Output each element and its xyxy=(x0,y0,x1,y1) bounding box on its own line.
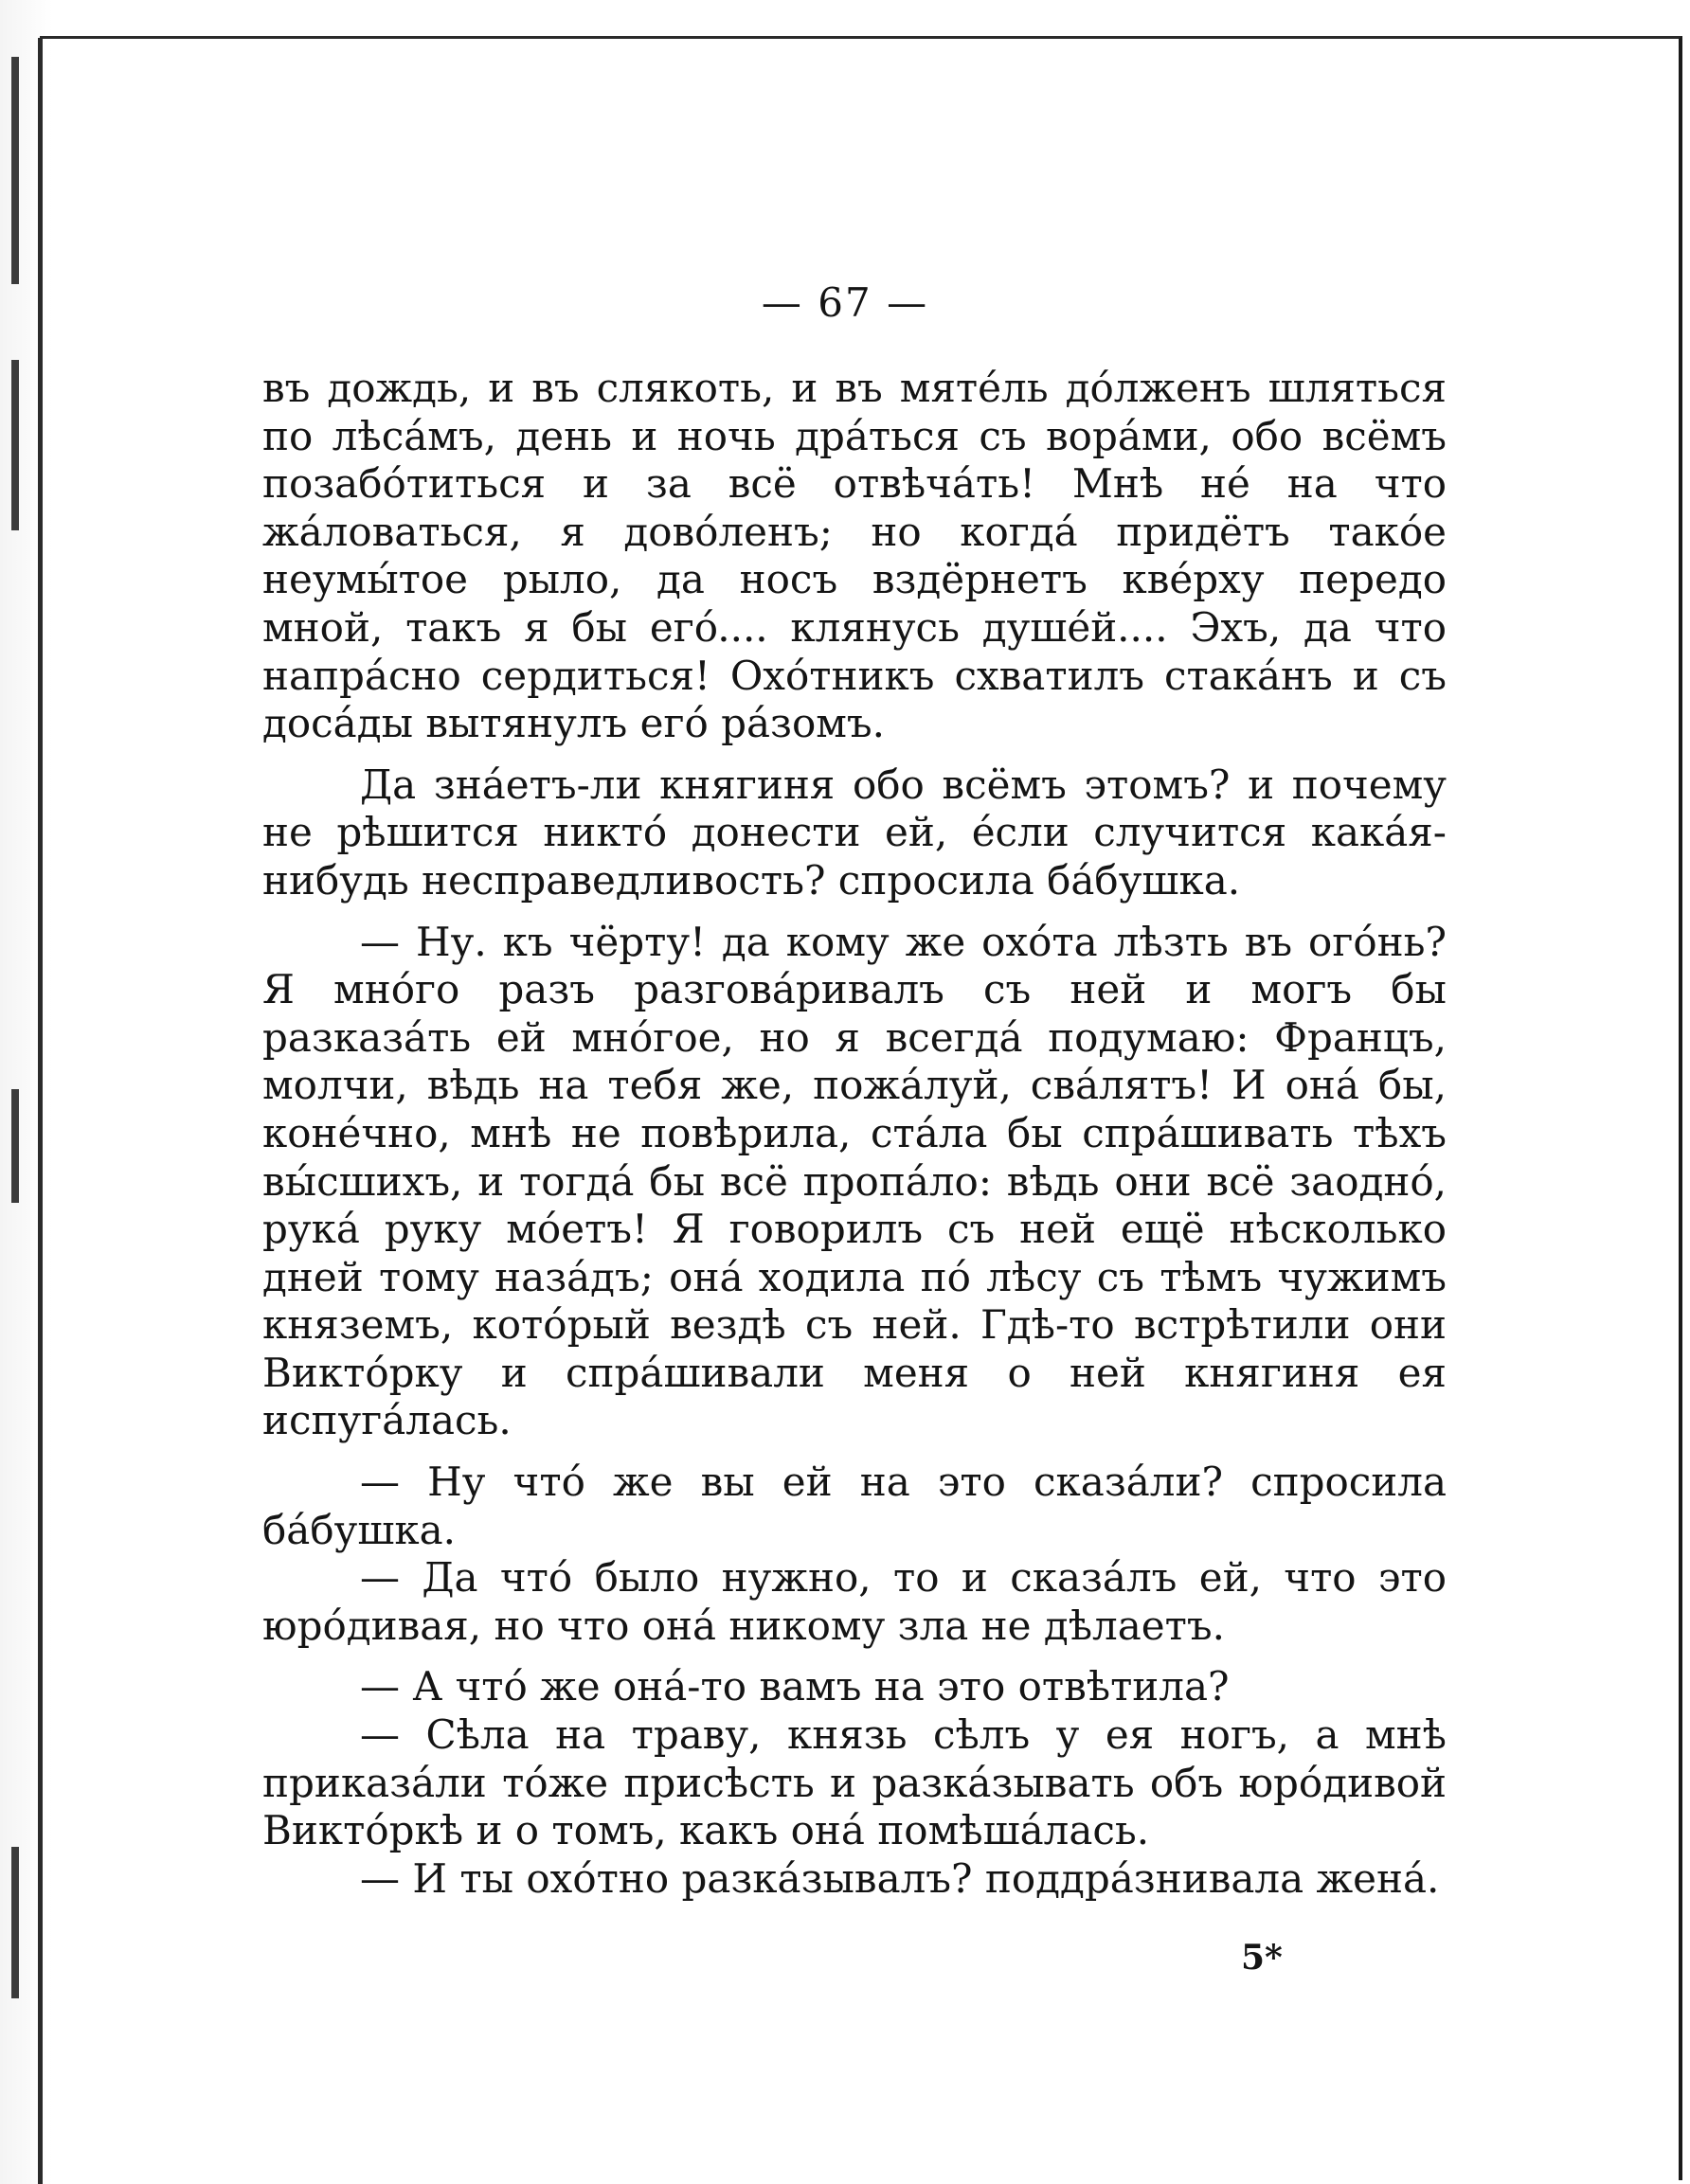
paragraph: — Ну. къ чёрту! да кому же охóта лѣзть въ огóнь? Я мнóго разъ разговáривалъ съ ней и могъ бы разказáть ей мнóгое, но я всегдá подумаю: Францъ, молчи, вѣдь на тебя же, пожáлуй, свáлятъ! И онá бы, конéчно, мнѣ не повѣрила, стáла бы спрáшивать тѣхъ вы́сшихъ, и тогдá бы всё пропáло: вѣдь они всё заоднó, рукá руку мóетъ! Я говорилъ съ ней ещё нѣсколько дней тому назáдъ; онá ходила пó лѣсу съ тѣмъ чужимъ княземъ, котóрый вездѣ съ ней. Гдѣ-то встрѣтили они Виктóрку и спрáшивали меня о ней княгиня ея испугáлась. xyxy=(262,918,1447,1444)
paragraph: — И ты охóтно разкáзывалъ? поддрáзнивала женá. xyxy=(360,1854,1440,1902)
paragraph: — Сѣла на траву, князь сѣлъ у ея ногъ, а мнѣ приказáли тóже присѣсть и разкáзывать объ юрóдивой Виктóркѣ и о томъ, какъ онá помѣшáлась. xyxy=(262,1711,1447,1854)
paragraph: — Да чтó было нужно, то и сказáлъ ей, что это юрóдивая, но что онá никому зла не дѣлаетъ. xyxy=(262,1554,1447,1649)
binding-mark xyxy=(11,57,19,284)
signature-mark: 5* xyxy=(1241,1938,1283,1978)
binding-mark xyxy=(11,360,19,530)
paragraph: — А чтó же онá-то вамъ на это отвѣтила? xyxy=(360,1663,1230,1710)
paragraph: Да знáетъ-ли княгиня обо всёмъ этомъ? и почему не рѣшится никтó донести ей, éсли случится какáя-нибудь несправедливость? спросила бáбушка. xyxy=(262,761,1447,904)
page-number: — 67 — xyxy=(761,279,929,326)
binding-mark xyxy=(11,1089,19,1203)
paragraph: — Ну чтó же вы ей на это сказáли? спросила бáбушка. xyxy=(262,1459,1447,1553)
body-text xyxy=(262,365,1447,1903)
binding-mark xyxy=(11,1847,19,1998)
paragraph: въ дождь, и въ слякоть, и въ мятéль дóлженъ шляться по лѣсáмъ, день и ночь дрáться съ ворáми, обо всёмъ позабóтиться и за всё отвѣчáть! Мнѣ нé на что жáловаться, я довóленъ; но когдá придётъ такóе неумы́тое рыло, да носъ вздёрнетъ квéрху передо мной, такъ я бы егó.... клянусь душéй.... Эхъ, да что напрáсно сердиться! Охóтникъ схватилъ стакáнъ и съ досáды вытянулъ егó рáзомъ. xyxy=(262,365,1447,747)
